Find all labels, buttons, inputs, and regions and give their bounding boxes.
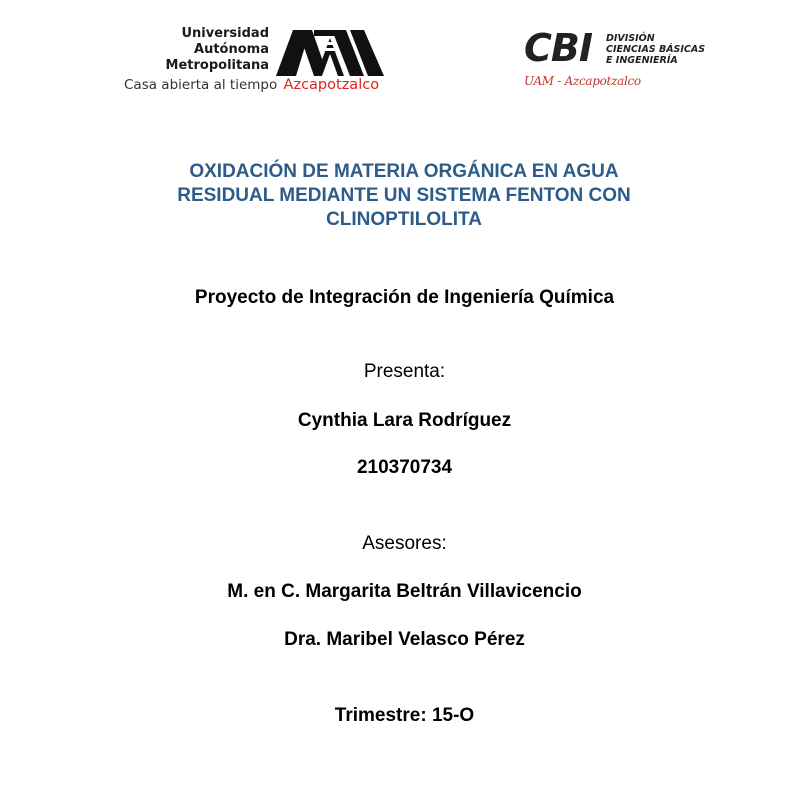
uam-tagline <box>124 77 379 93</box>
advisor-name: M. en C. Margarita Beltrán Villavicencio <box>227 581 582 602</box>
title-line: OXIDACIÓN DE MATERIA ORGÁNICA EN AGUA <box>189 161 619 182</box>
cbi-acronym: CBI <box>524 26 592 70</box>
presenter-label: Presenta: <box>363 361 446 382</box>
tagline-text: Casa abierta al tiempo <box>124 77 278 93</box>
university-name-line: Universidad <box>181 26 269 41</box>
term: Trimestre: 15-O <box>334 705 475 726</box>
presenter-name: Cynthia Lara Rodríguez <box>297 410 512 431</box>
cbi-division-line: E INGENIERÍA <box>606 55 678 66</box>
advisors-label: Asesores: <box>362 533 447 554</box>
title-line: CLINOPTILOLITA <box>326 209 482 230</box>
cbi-campus: UAM - Azcapotzalco <box>524 74 641 88</box>
project-name: Proyecto de Integración de Ingeniería Química <box>194 287 615 308</box>
university-name-line: Metropolitana <box>165 58 269 73</box>
cbi-division-name <box>606 33 705 66</box>
campus-name: Azcapotzalco <box>283 77 380 93</box>
advisor-name: Dra. Maribel Velasco Pérez <box>284 629 525 650</box>
cbi-division-line: DIVISIÓN <box>606 33 655 44</box>
university-name <box>122 26 269 74</box>
title-line: RESIDUAL MEDIANTE UN SISTEMA FENTON CON <box>177 185 631 206</box>
uam-logo <box>122 26 392 100</box>
uam-emblem-icon <box>276 28 384 78</box>
student-id: 210370734 <box>356 457 453 478</box>
university-name-line: Autónoma <box>194 42 269 57</box>
cbi-logo <box>520 28 720 98</box>
thesis-title <box>104 160 704 232</box>
cbi-division-line: CIENCIAS BÁSICAS <box>606 44 706 55</box>
